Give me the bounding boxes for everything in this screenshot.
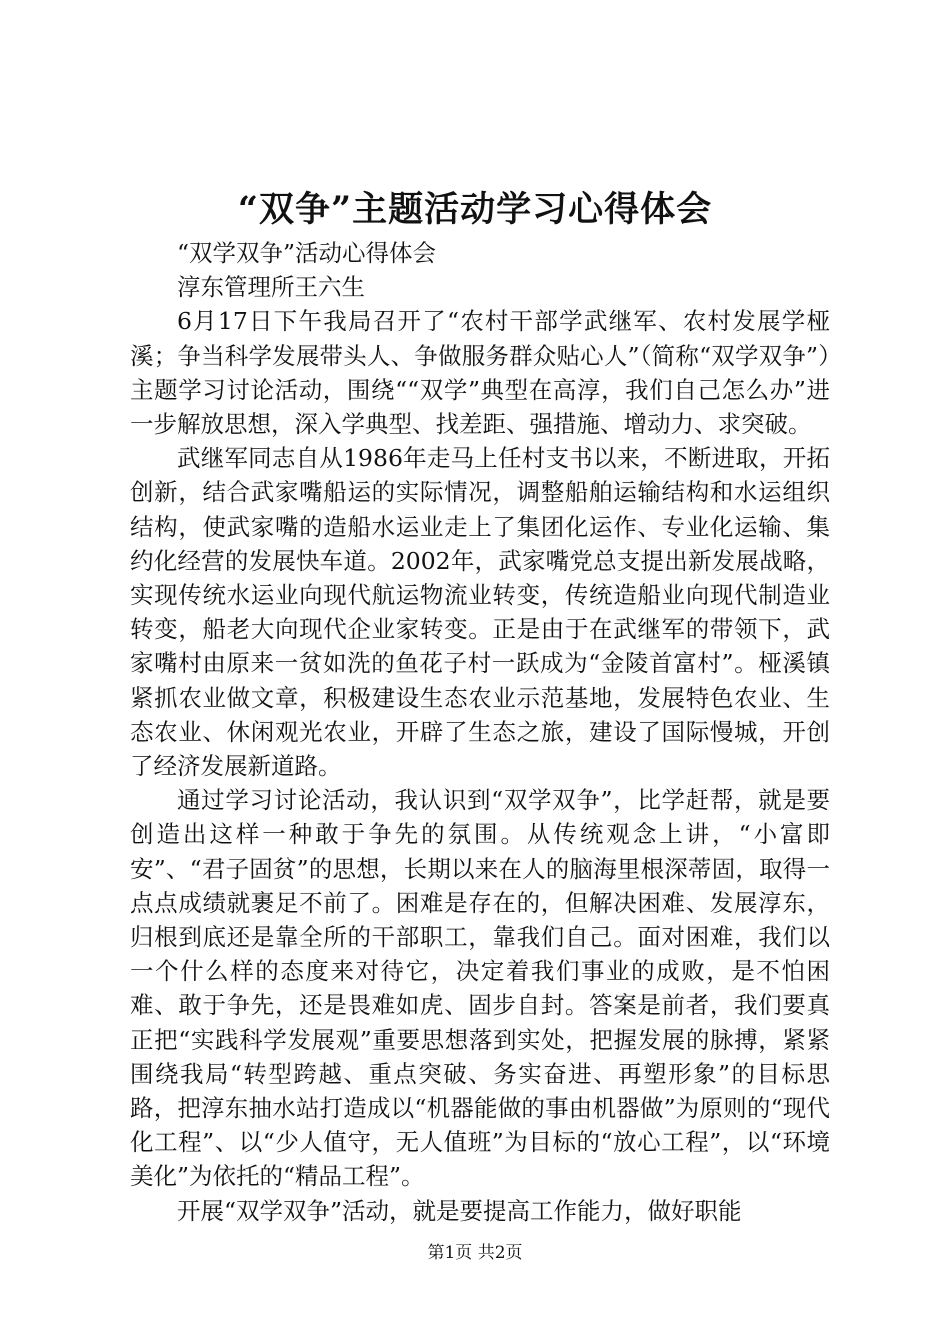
paragraph-author: 淳东管理所王六生 (177, 273, 365, 302)
paragraph-subtitle: “双学双争”活动心得体会 (177, 239, 437, 267)
page-number-footer: 第1页 共2页 (427, 1243, 523, 1263)
paragraph: 6月17日下午我局召开了“农村干部学武继军、农村发展学桠溪；争当科学发展带头人、争做服务群众贴心人”（简称“双学双争”）主题学习讨论活动，围绕““双学”典型在高淳，我们自己怎么办”进一步解放思想，深入学典型、找差距、强措施、增动力、求突破。 (130, 307, 830, 439)
paragraph: 武继军同志自从1986年走马上任村支书以来，不断进取，开拓创新，结合武家嘴船运的实际情况，调整船舶运输结构和水运组织结构，使武家嘴的造船水运业走上了集团化运作、专业化运输、集约化经营的发展快车道。2002年，武家嘴党总支提出新发展战略，实现传统水运业向现代航运物流业转变，传统造船业向现代制造业转变，船老大向现代企业家转变。正是由于在武继军的带领下，武家嘴村由原来一贫如洗的鱼花子村一跃成为“金陵首富村”。桠溪镇紧抓农业做文章，积极建设生态农业示范基地，发展特色农业、生态农业、休闲观光农业，开辟了生态之旅，建设了国际慢城，开创了经济发展新道路。 (130, 444, 830, 781)
paragraph: 通过学习讨论活动，我认识到“双学双争”，比学赶帮，就是要创造出这样一种敢于争先的氛围。从传统观念上讲，“小富即安”、“君子固贫”的思想，长期以来在人的脑海里根深蒂固，取得一点点成绩就裹足不前了。困难是存在的，但解决困难、发展淳东，归根到底还是靠全所的干部职工，靠我们自己。面对困难，我们以一个什么样的态度来对待它，决定着我们事业的成败，是不怕困难、敢于争先，还是畏难如虎、固步自封。答案是前者，我们要真正把“实践科学发展观”重要思想落到实处，把握发展的脉搏，紧紧围绕我局“转型跨越、重点突破、务实奋进、再塑形象”的目标思路，把淳东抽水站打造成以“机器能做的事由机器做”为原则的“现代化工程”、以“少人值守，无人值班”为目标的“放心工程”，以“环境美化”为依托的“精品工程”。 (130, 786, 830, 1191)
paragraph: 开展“双学双争”活动，就是要提高工作能力，做好职能 (177, 1196, 742, 1225)
document-body (130, 236, 830, 1228)
document-title: “双争”主题活动学习心得体会 (237, 189, 713, 230)
